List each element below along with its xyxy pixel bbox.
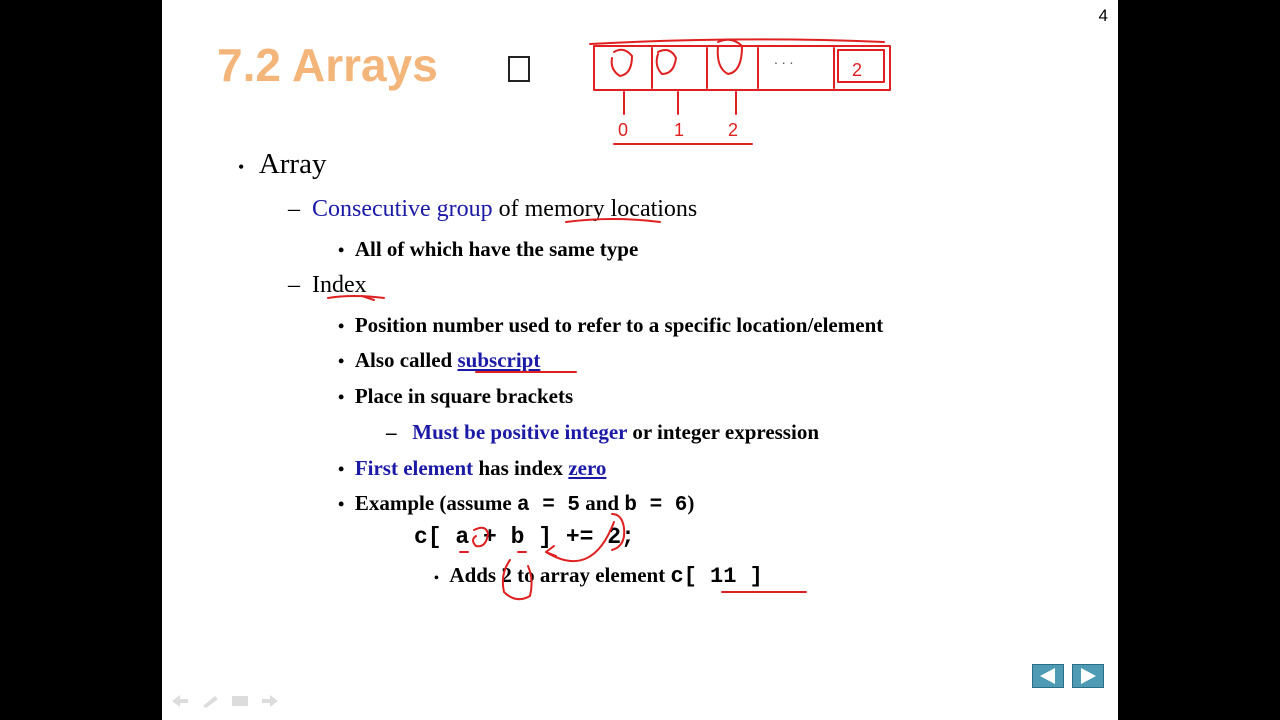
ink-dots: . . . (774, 51, 794, 67)
bullet-adds (434, 563, 763, 589)
must-be-text: Must be positive integer (412, 420, 628, 444)
example-text: Example (assume (354, 491, 512, 515)
arrow-left-icon (1033, 665, 1063, 687)
a-equals-code: a = 5 (516, 494, 580, 517)
bullet-array (238, 148, 326, 181)
pen-ghost-icon[interactable] (200, 694, 220, 708)
ink-stroke (590, 39, 884, 44)
c-index-code: c[ 11 ] (670, 564, 763, 589)
also-called-text: Also called (354, 348, 453, 372)
ink-circle-0 (612, 50, 632, 76)
position-text: Position number used to refer to a specific location/element (354, 313, 884, 337)
b-equals-code: b = 6 (624, 494, 688, 517)
bullet-first-element (338, 456, 606, 481)
bullet-dot: • (238, 157, 245, 177)
sub-bullet-consecutive (288, 196, 697, 223)
bullet-dot: • (338, 351, 345, 371)
first-element-text: First element (354, 456, 474, 480)
bullet-position (338, 313, 883, 338)
next-slide-button[interactable] (1072, 664, 1104, 688)
index-text: Index (312, 272, 367, 298)
prev-slide-button[interactable] (1032, 664, 1064, 688)
same-type-text: All of which have the same type (354, 237, 639, 261)
dash: – (288, 272, 300, 298)
bullet-also-called (338, 348, 540, 373)
bullet-place (338, 384, 573, 409)
slide-title: 7.2 Arrays (217, 39, 438, 91)
ink-last-box (838, 50, 884, 82)
paren-text: ) (687, 491, 695, 515)
arrow-right-icon (1073, 665, 1103, 687)
bullet-dot: • (338, 459, 345, 479)
ink-label-2: 2 (728, 120, 739, 140)
place-text: Place in square brackets (354, 384, 574, 408)
of-text: of (498, 196, 519, 222)
ink-circle-1 (657, 50, 676, 74)
ink-array-outline (594, 46, 890, 90)
memory-text: memory (524, 196, 605, 222)
placeholder-square (508, 56, 530, 82)
ink-label-0: 0 (618, 120, 629, 140)
or-integer-text: or integer expression (632, 420, 819, 444)
sub-bullet-must-be (386, 420, 819, 445)
dash: – (288, 196, 300, 222)
bullet-dot: • (338, 316, 345, 336)
and-text: and (585, 491, 620, 515)
subscript-link[interactable]: subscript (457, 348, 541, 372)
ink-circle-2 (718, 40, 742, 74)
bullet-dot: • (338, 240, 345, 260)
bullet-dot: • (338, 387, 345, 407)
ink-dividers (652, 48, 834, 88)
prev-ghost-icon[interactable] (170, 694, 190, 708)
ink-last-box-label: 2 (852, 60, 863, 80)
adds-text: Adds 2 to array element (449, 563, 666, 587)
bullet-dot: • (338, 494, 345, 514)
menu-ghost-icon[interactable] (230, 694, 250, 708)
bullet-array-text: Array (258, 148, 327, 180)
page-number: 4 (1098, 6, 1108, 25)
next-ghost-icon[interactable] (260, 694, 280, 708)
consecutive-group-text: Consecutive group (312, 196, 493, 222)
sub-bullet-index (288, 272, 367, 299)
bullet-dot: • (434, 571, 439, 586)
has-index-text: has index (478, 456, 564, 480)
code-line: c[ a + b ] += 2; (414, 524, 635, 550)
ink-annotations (162, 0, 1118, 720)
locations-text: locations (610, 196, 698, 222)
bullet-same-type (338, 237, 638, 262)
ink-label-1: 1 (674, 120, 685, 140)
dash: – (386, 420, 397, 444)
slide (162, 0, 1118, 720)
ink-index-lines (624, 92, 736, 114)
zero-link[interactable]: zero (568, 456, 607, 480)
bullet-example (338, 491, 694, 517)
